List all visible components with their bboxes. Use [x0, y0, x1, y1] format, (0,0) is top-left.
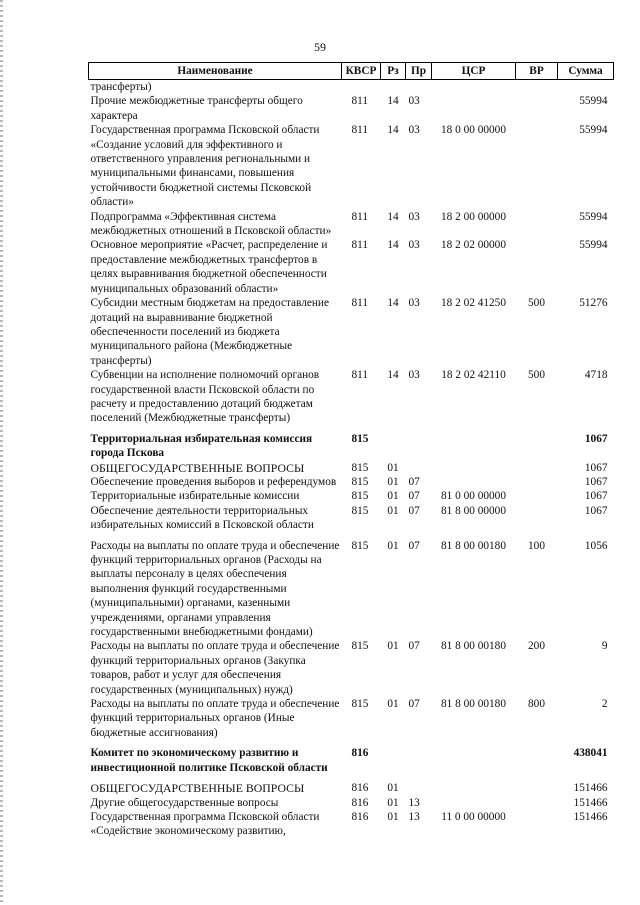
table-row	[89, 461, 614, 475]
cell-csr: 18 0 00 00000	[441, 124, 506, 137]
cell-sum: 1067	[584, 432, 608, 445]
cell-vr: 500	[528, 297, 545, 310]
cell-rz: 01	[387, 504, 399, 517]
table-row	[89, 210, 614, 239]
cell-vr: 100	[528, 539, 545, 552]
cell-vr: 800	[528, 698, 545, 711]
cell-csr: 81 0 00 00000	[441, 490, 506, 503]
table-row	[89, 489, 614, 503]
header-kvsr: КВСР	[342, 63, 381, 80]
table-row	[89, 775, 614, 795]
table-row	[89, 296, 614, 368]
cell-name: Прочие межбюджетные трансферты общего характера	[90, 95, 303, 122]
cell-name: Комитет по экономическому развитию и инвестиционной политике Псковской области	[90, 747, 328, 774]
cell-kvsr: 815	[351, 432, 369, 445]
cell-sum: 51276	[579, 297, 608, 310]
cell-vr: 500	[528, 369, 545, 382]
cell-kvsr: 816	[351, 747, 369, 760]
cell-name: Обеспечение проведения выборов и референдумов	[90, 475, 337, 488]
cell-kvsr: 815	[351, 504, 369, 517]
table-row	[89, 533, 614, 640]
cell-rz: 01	[387, 782, 399, 795]
cell-rz	[381, 740, 406, 775]
cell-csr: 18 2 02 41250	[441, 297, 506, 310]
table-row	[89, 504, 614, 533]
cell-rz	[381, 426, 406, 461]
cell-rz: 01	[387, 475, 399, 488]
scan-edge	[0, 0, 3, 905]
cell-vr	[516, 123, 558, 209]
cell-kvsr: 815	[351, 539, 369, 552]
cell-pr: 13	[408, 810, 420, 823]
cell-pr	[406, 461, 432, 475]
table-row	[89, 796, 614, 810]
cell-vr	[516, 810, 558, 839]
cell-sum: 55994	[579, 239, 608, 252]
cell-pr: 07	[408, 490, 420, 503]
cell-csr	[432, 740, 516, 775]
cell-csr	[432, 461, 516, 475]
cell-csr: 18 2 00 00000	[441, 210, 506, 223]
cell-csr	[432, 475, 516, 489]
cell-pr: 03	[408, 297, 420, 310]
cell-pr: 03	[408, 369, 420, 382]
table-row	[89, 94, 614, 123]
cell-sum: 9	[601, 640, 608, 653]
cell-csr	[432, 94, 516, 123]
cell-sum: 55994	[579, 210, 608, 223]
cell-rz	[381, 80, 406, 95]
cell-csr: 81 8 00 00180	[441, 698, 506, 711]
cell-name: трансферты)	[90, 81, 152, 93]
cell-kvsr	[342, 80, 381, 95]
table-header-row	[89, 63, 614, 80]
cell-csr: 11 0 00 00000	[441, 810, 506, 823]
header-name: Наименование	[89, 63, 342, 80]
cell-name: ОБЩЕГОСУДАРСТВЕННЫЕ ВОПРОСЫ	[90, 460, 305, 475]
cell-kvsr: 811	[351, 95, 369, 108]
cell-csr: 18 2 02 42110	[441, 369, 506, 382]
cell-rz: 01	[387, 640, 399, 653]
budget-table	[88, 62, 614, 839]
cell-name: Расходы на выплаты по оплате труда и обеспечение функций территориальных органов (Иные бюджетные ассигнования)	[90, 698, 340, 739]
cell-pr: 07	[408, 539, 420, 552]
cell-csr	[432, 80, 516, 95]
cell-sum: 1067	[584, 504, 608, 517]
cell-pr	[406, 80, 432, 95]
cell-name: ОБЩЕГОСУДАРСТВЕННЫЕ ВОПРОСЫ	[90, 781, 305, 796]
cell-pr: 03	[408, 124, 420, 137]
cell-kvsr: 815	[351, 461, 369, 474]
cell-vr	[516, 796, 558, 810]
cell-sum: 1056	[584, 539, 608, 552]
cell-pr: 03	[408, 210, 420, 223]
cell-pr	[406, 740, 432, 775]
cell-name: Субсидии местным бюджетам на предоставление дотаций на выравнивание бюджетной обеспеченности поселений из бюджета муниципального района (Межбюджетные трансферты)	[90, 297, 329, 367]
cell-pr: 07	[408, 640, 420, 653]
cell-vr: 200	[528, 640, 545, 653]
cell-sum: 1067	[584, 461, 608, 474]
table-row	[89, 368, 614, 426]
cell-rz: 14	[387, 124, 399, 137]
cell-vr	[516, 238, 558, 296]
cell-vr	[516, 489, 558, 503]
table-row	[89, 740, 614, 775]
cell-rz: 14	[387, 210, 399, 223]
cell-name: Государственная программа Псковской области «Содействие экономическому развитию,	[90, 810, 320, 838]
cell-vr	[516, 775, 558, 795]
cell-rz: 01	[387, 810, 399, 823]
cell-vr	[516, 475, 558, 489]
cell-sum: 151466	[573, 782, 608, 795]
cell-sum: 151466	[573, 810, 608, 823]
cell-vr	[516, 210, 558, 239]
cell-pr	[406, 426, 432, 461]
header-sum: Сумма	[558, 63, 614, 80]
cell-pr: 07	[408, 504, 420, 517]
cell-sum: 1067	[584, 490, 608, 503]
cell-sum: 438041	[573, 747, 608, 760]
cell-csr: 81 8 00 00180	[441, 640, 506, 653]
cell-name: Расходы на выплаты по оплате труда и обеспечение функций территориальных органов (Расходы на выплаты персоналу в целях обеспечения выполнения функций государственными (муниципальными) органами, казенными учреждениями, органами управления государственными внебюджетными фондами)	[90, 539, 340, 639]
cell-kvsr: 811	[351, 124, 369, 137]
cell-kvsr: 815	[351, 475, 369, 488]
cell-name: Территориальные избирательные комиссии	[90, 490, 300, 503]
cell-rz: 01	[387, 698, 399, 711]
table-row	[89, 639, 614, 697]
cell-pr: 03	[408, 95, 420, 108]
cell-pr: 07	[408, 475, 420, 488]
cell-vr	[516, 94, 558, 123]
cell-rz: 01	[387, 539, 399, 552]
cell-sum: 55994	[579, 124, 608, 137]
cell-kvsr: 816	[351, 796, 369, 809]
cell-vr	[516, 426, 558, 461]
cell-kvsr: 816	[351, 782, 369, 795]
table-row	[89, 80, 614, 95]
cell-rz: 14	[387, 95, 399, 108]
cell-kvsr: 815	[351, 490, 369, 503]
cell-kvsr: 811	[351, 210, 369, 223]
cell-name: Обеспечение деятельности территориальных избирательных комиссий в Псковской области	[90, 504, 314, 532]
cell-kvsr: 811	[351, 369, 369, 382]
cell-pr: 07	[408, 698, 420, 711]
table-body	[89, 80, 614, 839]
cell-pr: 13	[408, 796, 420, 809]
header-rz: Рз	[381, 63, 406, 80]
cell-name: Другие общегосударственные вопросы	[90, 796, 279, 809]
cell-csr: 81 8 00 00180	[441, 539, 506, 552]
cell-sum: 1067	[584, 475, 608, 488]
cell-vr	[516, 80, 558, 95]
header-csr: ЦСР	[432, 63, 516, 80]
cell-rz: 14	[387, 239, 399, 252]
table-row	[89, 810, 614, 839]
cell-name: Основное мероприятие «Расчет, распределение и предоставление межбюджетных трансфертов в целях выравнивания бюджетной обеспеченности муниципальных образований области»	[90, 239, 328, 295]
table-row	[89, 426, 614, 461]
cell-csr: 81 8 00 00000	[441, 504, 506, 517]
cell-name: Расходы на выплаты по оплате труда и обеспечение функций территориальных органов (Закупка товаров, работ и услуг для обеспечения государственных (муниципальных) нужд)	[90, 640, 340, 696]
cell-sum: 4718	[584, 369, 608, 382]
cell-csr	[432, 796, 516, 810]
cell-sum: 55994	[579, 95, 608, 108]
cell-rz: 01	[387, 490, 399, 503]
cell-pr	[406, 775, 432, 795]
cell-kvsr: 811	[351, 297, 369, 310]
table-row	[89, 238, 614, 296]
cell-name: Территориальная избирательная комиссия города Пскова	[90, 432, 313, 460]
cell-kvsr: 811	[351, 239, 369, 252]
cell-pr: 03	[408, 239, 420, 252]
cell-kvsr: 815	[351, 640, 369, 653]
cell-rz: 14	[387, 297, 399, 310]
cell-csr	[432, 426, 516, 461]
cell-sum: 2	[601, 698, 608, 711]
cell-sum	[558, 80, 614, 95]
cell-vr	[516, 504, 558, 533]
cell-csr	[432, 775, 516, 795]
cell-rz: 14	[387, 369, 399, 382]
cell-vr	[516, 461, 558, 475]
cell-name: Субвенции на исполнение полномочий органов государственной власти Псковской области по расчету и предоставлению дотаций бюджетам поселений (Межбюджетные трансферты)	[90, 369, 320, 425]
table-row	[89, 123, 614, 209]
cell-kvsr: 815	[351, 698, 369, 711]
table-row	[89, 475, 614, 489]
header-pr: Пр	[406, 63, 432, 80]
cell-sum: 151466	[573, 796, 608, 809]
cell-name: Подпрограмма «Эффективная система межбюджетных отношений в Псковской области»	[90, 210, 332, 238]
cell-vr	[516, 740, 558, 775]
cell-rz: 01	[387, 461, 399, 474]
cell-kvsr: 816	[351, 810, 369, 823]
page-number: 59	[314, 40, 326, 54]
table-row	[89, 697, 614, 740]
header-vr: ВР	[516, 63, 558, 80]
cell-csr: 18 2 02 00000	[441, 239, 506, 252]
cell-rz: 01	[387, 796, 399, 809]
cell-name: Государственная программа Псковской области «Создание условий для эффективного и ответственного управления региональными и муниципальными финансами, повышения устойчивости бюджетной системы Псковской области»	[90, 124, 320, 209]
